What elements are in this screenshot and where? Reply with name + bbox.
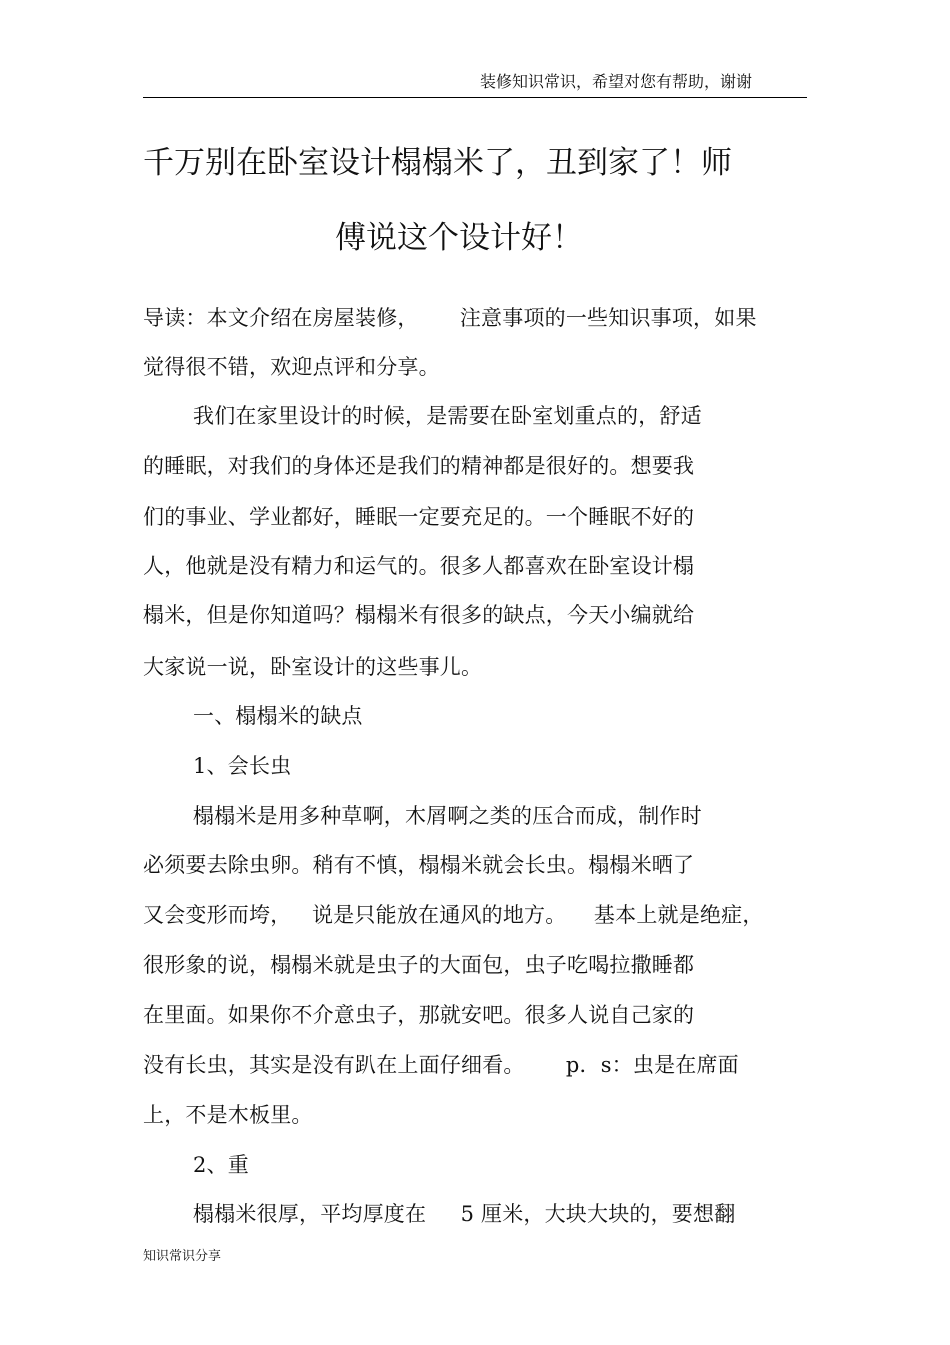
paragraph-line: 我们在家里设计的时候，是需要在卧室划重点的，舒适	[193, 404, 702, 428]
paragraph-line: 榻米，但是你知道吗？榻榻米有很多的缺点，今天小编就给	[143, 603, 695, 627]
paragraph-line: 上，不是木板里。	[143, 1103, 313, 1127]
intro-line-2: 觉得很不错，欢迎点评和分享。	[143, 355, 440, 379]
paragraph-line: 很形象的说，榻榻米就是虫子的大面包，虫子吃喝拉撒睡都	[143, 953, 695, 977]
title-line-1: 千万别在卧室设计榻榻米了，丑到家了！师	[143, 145, 732, 181]
header-divider	[143, 97, 807, 98]
title-line-2: 傅说这个设计好！	[335, 220, 583, 256]
subsection-heading: 2、重	[193, 1153, 249, 1177]
paragraph-line: 在里面。如果你不介意虫子，那就安吧。很多人说自己家的	[143, 1003, 695, 1027]
paragraph-line: 大家说一说，卧室设计的这些事儿。	[143, 655, 483, 679]
paragraph-line: 没有长虫，其实是没有趴在上面仔细看。 p．s：虫是在席面	[143, 1053, 739, 1077]
subsection-heading: 1、会长虫	[193, 754, 292, 778]
intro-line-1: 导读：本文介绍在房屋装修， 注意事项的一些知识事项，如果	[143, 306, 757, 330]
paragraph-line: 必须要去除虫卵。稍有不慎，榻榻米就会长虫。榻榻米晒了	[143, 853, 695, 877]
paragraph-line: 榻榻米很厚，平均厚度在 5 厘米，大块大块的，要想翻	[193, 1202, 736, 1226]
page-header: 装修知识常识，希望对您有帮助，谢谢	[479, 72, 752, 91]
paragraph-line: 的睡眠，对我们的身体还是我们的精神都是很好的。想要我	[143, 454, 695, 478]
paragraph-line: 人，他就是没有精力和运气的。很多人都喜欢在卧室设计榻	[143, 554, 695, 578]
paragraph-line: 们的事业、学业都好，睡眠一定要充足的。一个睡眠不好的	[143, 505, 695, 529]
paragraph-line: 又会变形而垮， 说是只能放在通风的地方。 基本上就是绝症，	[143, 903, 764, 927]
page-footer: 知识常识分享	[143, 1249, 222, 1264]
section-heading: 一、榻榻米的缺点	[193, 704, 363, 728]
paragraph-line: 榻榻米是用多种草啊，木屑啊之类的压合而成，制作时	[193, 804, 702, 828]
